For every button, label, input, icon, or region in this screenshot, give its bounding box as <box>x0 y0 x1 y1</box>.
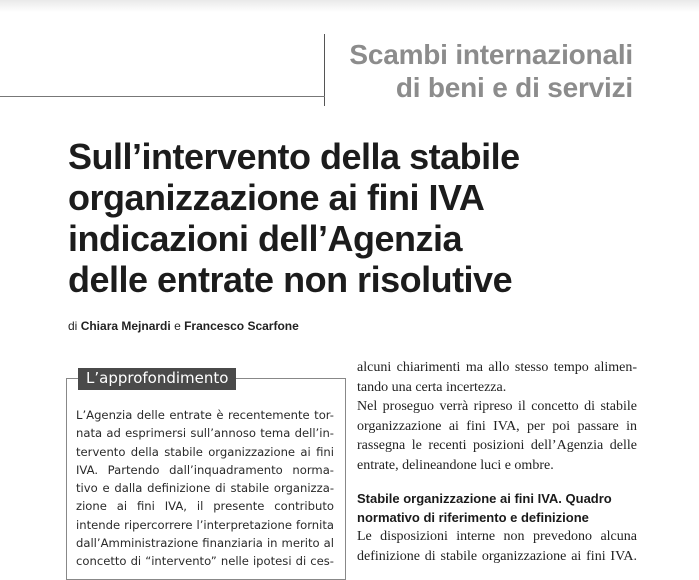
abstract-line: tivo e dalla definizione di stabile organizza- <box>76 481 334 496</box>
section-subheading <box>357 489 637 527</box>
body-line: Nel proseguo verrà ripreso il concetto di stabile <box>357 399 637 414</box>
byline-conjunction: e <box>174 319 181 333</box>
abstract-line: tervento della stabile organizzazione ai fini <box>76 444 334 459</box>
article-title-line: Sull’intervento della stabile <box>68 136 520 177</box>
abstract-line: zione ai fini IVA, il presente contributo <box>76 499 334 514</box>
sidebar-abstract <box>76 406 334 571</box>
abstract-line: nata ad esprimersi sull’annoso tema dell’in- <box>76 426 334 441</box>
subheading-line: Stabile organizzazione ai fini IVA. Quadro <box>357 491 612 506</box>
abstract-line: IVA. Partendo dall’inquadramento norma- <box>76 462 334 477</box>
sidebar-label: L’approfondimento <box>78 368 236 390</box>
subheading-line: normativo di riferimento e definizione <box>357 510 589 525</box>
article-title-line: indicazioni dell’Agenzia <box>68 218 463 259</box>
byline-prefix: di <box>68 319 78 333</box>
abstract-line: intende ripercorrere l’interpretazione fornita <box>76 517 334 532</box>
abstract-line: L’Agenzia delle entrate è recentemente tor- <box>76 408 334 422</box>
section-heading-line: di beni e di servizi <box>395 72 633 103</box>
body-line: entrate, delineandone luci e ombre. <box>357 457 554 473</box>
section-heading-line: Scambi internazionali <box>349 39 633 70</box>
section-heading <box>349 38 633 104</box>
abstract-line: concetto di “intervento” nelle ipotesi di ces- <box>76 554 334 569</box>
body-line: rassegna le recenti posizioni dell’Agenzia delle <box>357 438 637 453</box>
author-name: Chiara Mejnardi <box>80 319 171 333</box>
header-horizontal-rule <box>0 96 325 97</box>
article-title <box>68 136 668 300</box>
body-line: Le disposizioni interne non prevedono alcuna <box>357 529 637 544</box>
abstract-line: dall’Amministrazione finanziaria in merito al <box>76 536 334 551</box>
body-line: alcuni chiarimenti ma allo stesso tempo alimen- <box>357 360 637 375</box>
top-shading <box>0 0 699 12</box>
article-title-line: delle entrate non risolutive <box>68 259 513 300</box>
byline <box>68 319 299 333</box>
body-line: definizione di stabile organizzazione ai fini IVA. <box>357 548 637 564</box>
article-title-line: organizzazione ai fini IVA <box>68 177 485 218</box>
body-line: organizzazione ai fini IVA, per poi passare in <box>357 418 637 434</box>
author-name: Francesco Scarfone <box>184 319 299 333</box>
body-line: tando una certa incertezza. <box>357 379 507 395</box>
body-column <box>357 358 637 566</box>
